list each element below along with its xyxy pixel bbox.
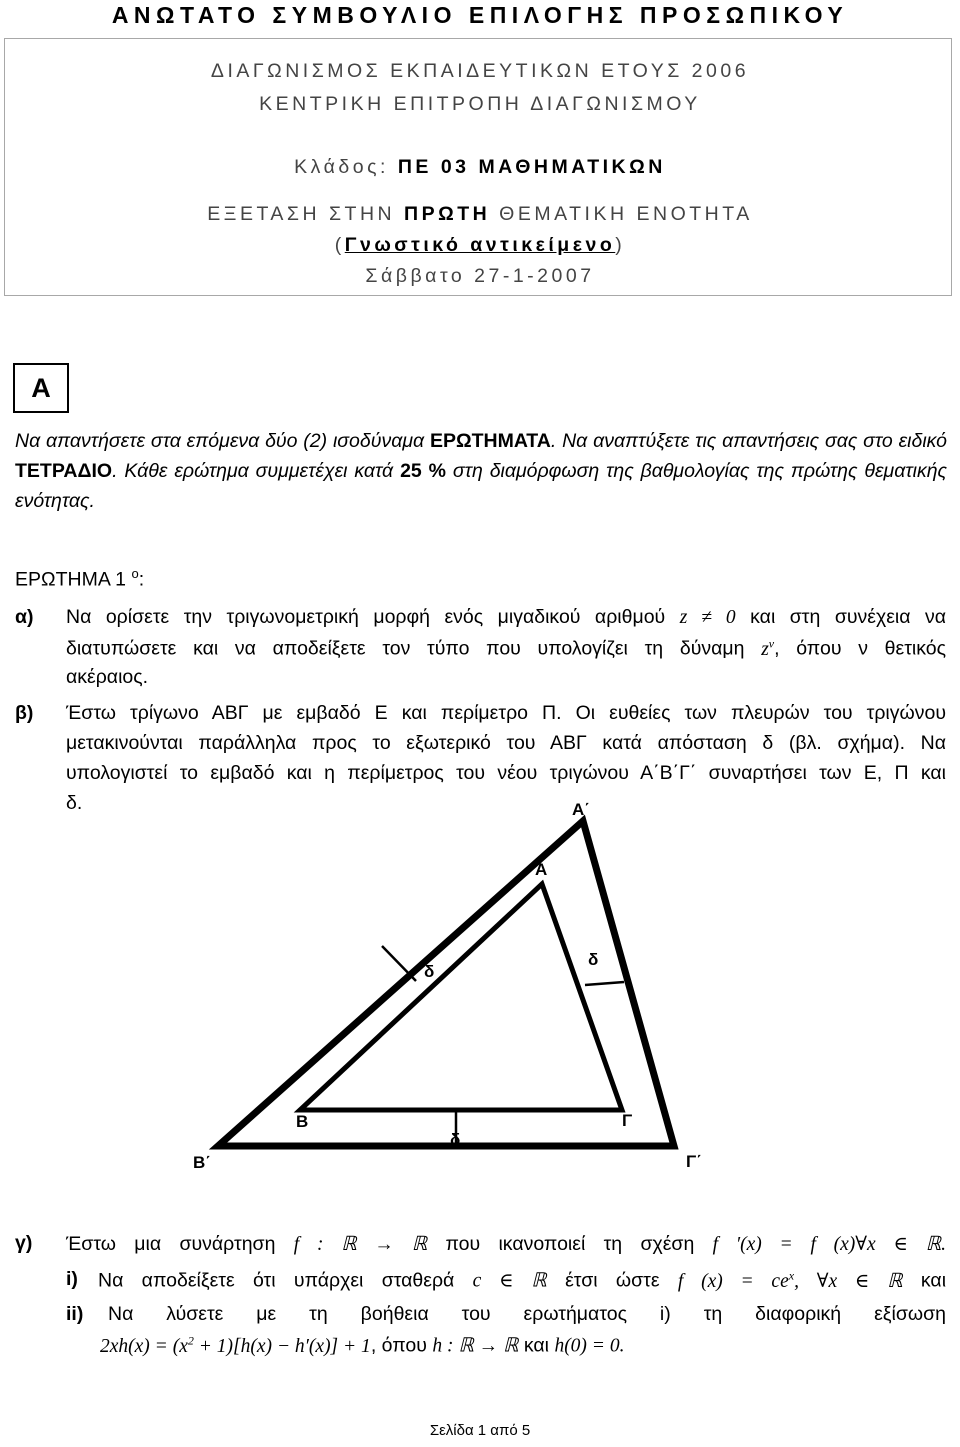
math-f-exp-base: f (x) = ce — [677, 1270, 789, 1292]
math-h-initial: h(0) = 0. — [554, 1335, 625, 1357]
part-a-line3: ακέραιος. — [66, 666, 149, 688]
part-c-mid: που ικανοποιεί τη σχέση — [445, 1233, 695, 1255]
label-delta-left: δ — [424, 962, 435, 981]
part-c-line — [66, 1232, 946, 1256]
part-ii-line2 — [100, 1333, 624, 1358]
instr-bold3: 25 % — [400, 460, 447, 482]
part-a-line2-pre: διατυπώσετε και να αποδείξετε τον τύπο που υπολογίζει τη δύναμη — [66, 637, 745, 660]
math-diff-eq-a: 2xh(x) = (x — [100, 1335, 188, 1357]
math-f-exp-sup: x — [788, 1268, 795, 1282]
math-z-base: z — [761, 638, 769, 660]
instr-bold2: ΤΕΤΡΑΔΙΟ — [15, 460, 113, 482]
exam-post: ΘΕΜΑΤΙΚΗ ΕΝΟΤΗΤΑ — [499, 203, 753, 225]
part-i-pre: Να αποδείξετε ότι υπάρχει σταθερά — [98, 1269, 455, 1292]
question-heading-colon: : — [138, 568, 145, 591]
part-c-pre: Έστω μια συνάρτηση — [66, 1233, 276, 1255]
label-delta-bottom: δ — [450, 1130, 461, 1149]
section-letter: Α — [31, 372, 51, 403]
page-number: Σελίδα 1 από 5 — [429, 1422, 531, 1439]
part-b-line4: δ. — [66, 792, 83, 814]
math-f-exp-post: , ∀x ∈ ℝ — [794, 1270, 903, 1292]
math-f-exp — [677, 1268, 903, 1292]
exam-bold: ΠΡΩΤΗ — [404, 203, 491, 225]
instr-part4: στη διαμόρφωση της βαθμολογίας της πρώτης θεματικής ενότητας. — [15, 460, 947, 512]
label-inner-g: Γ — [622, 1111, 633, 1130]
part-ii-mid: , όπου — [370, 1334, 427, 1357]
part-a-line1-pre: Να ορίσετε την τριγωνομετρική μορφή ενός μιγαδικού αριθμού — [66, 606, 666, 628]
math-c-real: c ∈ ℝ — [472, 1270, 547, 1292]
delta-segment-right — [585, 982, 624, 985]
math-f-relation: f ′(x) = f (x)∀x ∈ ℝ. — [712, 1234, 946, 1255]
part-a-label: α) — [15, 606, 34, 628]
math-z-exponent: ν — [768, 636, 775, 650]
math-f-map: f : ℝ → ℝ — [293, 1234, 428, 1255]
math-diff-eq-b: + 1)[h(x) − h′(x)] + 1 — [193, 1335, 371, 1357]
instr-part1: Να απαντήσετε στα επόμενα δύο (2) ισοδύναμα — [15, 430, 430, 452]
subject-name: Γνωστικό αντικείμενο — [344, 234, 616, 256]
part-b-line3: υπολογιστεί το εμβαδό και η περίμετρος του νέου τριγώνου Α΄Β΄Γ΄ συναρτήσει των Ε, Π και — [66, 762, 946, 784]
branch-label: Κλάδος: — [294, 156, 389, 178]
instr-part2: . Να αναπτύξετε τις απαντήσεις σας στο ειδικό — [550, 430, 948, 452]
label-inner-a: Α — [535, 860, 548, 879]
instr-bold1: ΕΡΩΤΗΜΑΤΑ — [429, 430, 551, 452]
exam-date: Σάββατο 27-1-2007 — [365, 265, 595, 287]
part-ii-and: και — [523, 1334, 550, 1357]
part-a-line1-post: και στη συνέχεια να — [750, 606, 947, 628]
part-c-label: γ) — [15, 1232, 33, 1254]
inner-triangle — [300, 884, 622, 1110]
label-outer-a: Α΄ — [572, 800, 590, 819]
math-diff-eq-sup: 2 — [187, 1333, 194, 1347]
part-i-line — [98, 1268, 946, 1293]
part-ii-label: ii) — [66, 1303, 84, 1325]
part-b-label: β) — [15, 702, 34, 724]
part-b-line1: Έστω τρίγωνο ΑΒΓ με εμβαδό Ε και περίμετρο Π. Οι ευθείες των πλευρών του τριγώνου — [66, 702, 946, 724]
branch-value: ΠΕ 03 ΜΑΘΗΜΑΤΙΚΩΝ — [397, 156, 666, 178]
part-i-label: i) — [66, 1268, 78, 1290]
math-diff-eq — [100, 1333, 371, 1357]
label-delta-right: δ — [588, 950, 599, 969]
question-heading-text: ΕΡΩΤΗΜΑ 1 — [15, 568, 127, 591]
part-b-line2: μετακινούνται παράλληλα προς το εξωτερικό του ΑΒΓ κατά απόσταση δ (βλ. σχήμα). Να — [66, 732, 946, 754]
math-z-nonzero: z ≠ 0 — [679, 607, 736, 628]
committee-title: ΚΕΝΤΡΙΚΗ ΕΠΙΤΡΟΠΗ ΔΙΑΓΩΝΙΣΜΟΥ — [259, 93, 701, 115]
part-a-line2-post: , όπου ν θετικός — [774, 637, 946, 660]
instr-part3: . Κάθε ερώτημα συμμετέχει κατά — [112, 460, 401, 482]
organization-title: ΑΝΩΤΑΤΟ ΣΥΜΒΟΥΛΙΟ ΕΠΙΛΟΓΗΣ ΠΡΟΣΩΠΙΚΟΥ — [111, 2, 849, 28]
question-heading-sup: ο — [131, 566, 139, 581]
label-inner-b: Β — [296, 1112, 309, 1131]
delta-segment-left — [382, 946, 416, 981]
part-ii-line1: Να λύσετε με τη βοήθεια του ερωτήματος i) τη διαφορική εξίσωση — [108, 1303, 946, 1325]
contest-title: ΔΙΑΓΩΝΙΣΜΟΣ ΕΚΠΑΙΔΕΥΤΙΚΩΝ ΕΤΟΥΣ 2006 — [210, 60, 750, 82]
label-outer-b: Β΄ — [193, 1153, 211, 1172]
label-outer-g: Γ΄ — [686, 1152, 702, 1171]
math-h-map: h : ℝ → ℝ — [432, 1335, 519, 1357]
part-i-mid: έτσι ώστε — [565, 1269, 660, 1292]
subject-open: ( — [334, 234, 345, 256]
part-i-post: και — [920, 1269, 947, 1292]
exam-pre: ΕΞΕΤΑΣΗ ΣΤΗΝ — [207, 203, 396, 225]
subject-close: ) — [615, 234, 626, 256]
